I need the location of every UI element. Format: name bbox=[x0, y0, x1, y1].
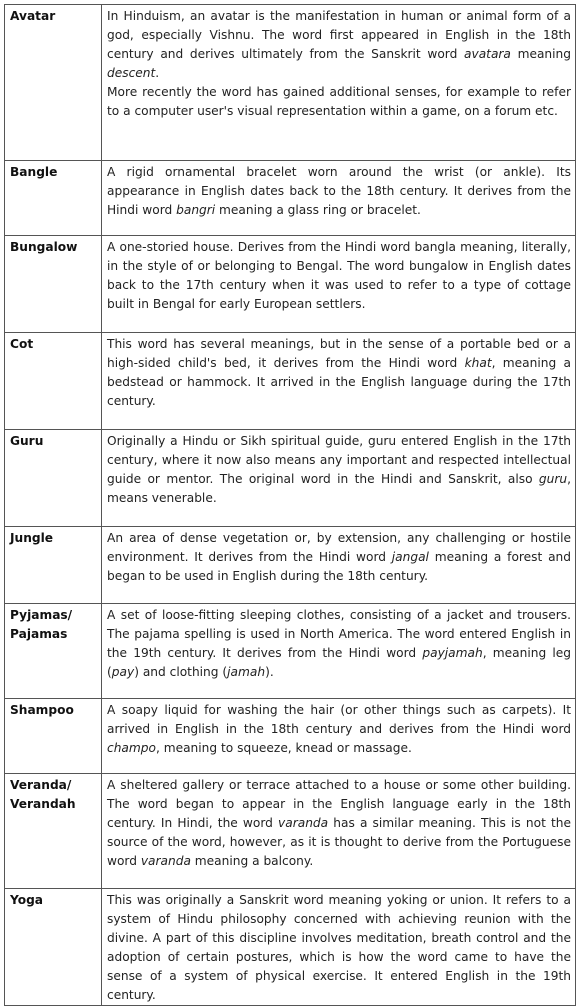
term-cell bbox=[5, 699, 102, 774]
term-cot: Cot bbox=[10, 337, 34, 351]
definition-cell bbox=[102, 699, 576, 774]
definition-text: meaning a balcony. bbox=[190, 854, 314, 868]
definition-cell bbox=[102, 161, 576, 236]
table-row bbox=[5, 5, 576, 161]
definition-text: , meaning leg ( bbox=[107, 646, 572, 679]
term-veranda: Veranda/ bbox=[10, 778, 72, 792]
table-row bbox=[5, 774, 576, 889]
italic-word: payjamah bbox=[422, 646, 483, 660]
definition-cell bbox=[102, 5, 576, 161]
definition-text: A set of loose-fitting sleeping clothes, consisting of a jacket and trousers. The pajama spelling is used in North America. The word entered English in the 19th century. It derives from the Hindi word bbox=[107, 608, 571, 660]
definition-paragraph: More recently the word has gained additional senses, for example to refer to a computer user's visual representation within a game, on a forum etc. bbox=[107, 85, 571, 118]
term-cell bbox=[5, 333, 102, 430]
italic-word: bangri bbox=[176, 203, 216, 217]
definition-text: , meaning a bedstead or hammock. It arrived in the English language during the 17th century. bbox=[107, 356, 571, 408]
definition-text: ). bbox=[265, 665, 274, 679]
italic-word: guru bbox=[538, 472, 568, 486]
definition-text: A rigid ornamental bracelet worn around the wrist (or ankle). Its appearance in English dates back to the 18th century. It derives from the Hindi word bbox=[107, 165, 571, 217]
term-cell bbox=[5, 527, 102, 604]
definition-text: This word has several meanings, but in the sense of a portable bed or a high-sided child's bed, it derives from the Hindi word bbox=[107, 337, 571, 370]
term-shampoo: Shampoo bbox=[10, 703, 74, 717]
table-row bbox=[5, 604, 576, 699]
definition-text: meaning a forest and began to be used in English during the 18th century. bbox=[107, 550, 571, 583]
term-guru: Guru bbox=[10, 434, 44, 448]
italic-word: champo bbox=[107, 741, 156, 755]
term-bangle: Bangle bbox=[10, 165, 58, 179]
definition-text: In Hinduism, an avatar is the manifestation in human or animal form of a god, especially Vishnu. The word first appeared in English in the 18th century and derives ultimately from the Sanskrit word bbox=[107, 9, 571, 61]
term-verandah: Verandah bbox=[10, 797, 76, 811]
italic-word: avatara bbox=[464, 47, 511, 61]
term-cell bbox=[5, 430, 102, 527]
definition-cell bbox=[102, 604, 576, 699]
definition-cell: This was originally a Sanskrit word meaning yoking or union. It refers to a system of Hindu philosophy concerned with achieving reunion with the divine. A part of this discipline involves meditation, breath control and the adoption of certain postures, which is how the word came to have the sense of a system of physical exercise. It entered English in the 19th century. bbox=[102, 889, 576, 1006]
table-row bbox=[5, 236, 576, 333]
definition-text: has a similar meaning. This is not the source of the word, however, as it is thought to derive from the Portuguese word bbox=[107, 816, 571, 868]
definition-text: A sheltered gallery or terrace attached to a house or some other building. The word began to appear in the English language early in the 18th century. In Hindi, the word bbox=[107, 778, 571, 830]
glossary-table bbox=[4, 4, 576, 1006]
definition-text: . bbox=[155, 66, 160, 80]
term-cell bbox=[5, 5, 102, 161]
table-row bbox=[5, 527, 576, 604]
definition-text: , meaning to squeeze, knead or massage. bbox=[155, 741, 412, 755]
term-bungalow: Bungalow bbox=[10, 240, 78, 254]
italic-word: khat bbox=[464, 356, 492, 370]
italic-word: varanda bbox=[278, 816, 329, 830]
definition-cell bbox=[102, 774, 576, 889]
definition-text: ) and clothing ( bbox=[134, 665, 228, 679]
italic-word: pay bbox=[111, 665, 135, 679]
table-row bbox=[5, 333, 576, 430]
definition-text: Originally a Hindu or Sikh spiritual guide, guru entered English in the 17th century, where it now also means any important and respected intellectual guide or mentor. The original word in the Hindi and Sanskrit, also bbox=[107, 434, 571, 486]
term-cell bbox=[5, 774, 102, 889]
definition-text: An area of dense vegetation or, by extension, any challenging or hostile environment. It derives from the Hindi word bbox=[107, 531, 571, 564]
table-row bbox=[5, 430, 576, 527]
term-cell bbox=[5, 889, 102, 1006]
term-pyjamas: Pyjamas/ bbox=[10, 608, 73, 622]
table-row bbox=[5, 699, 576, 774]
definition-text: meaning bbox=[510, 47, 571, 61]
definition-text: , means venerable. bbox=[107, 472, 571, 505]
term-avatar: Avatar bbox=[10, 9, 56, 23]
italic-word: varanda bbox=[140, 854, 191, 868]
table-row bbox=[5, 889, 576, 1006]
definition-cell bbox=[102, 430, 576, 527]
term-pajamas: Pajamas bbox=[10, 627, 68, 641]
term-cell bbox=[5, 161, 102, 236]
definition-text: A soapy liquid for washing the hair (or other things such as carpets). It arrived in English in the 18th century and derives from the Hindi word bbox=[107, 703, 571, 736]
definition-paragraph bbox=[107, 7, 571, 83]
italic-word: jamah bbox=[227, 665, 266, 679]
term-jungle: Jungle bbox=[10, 531, 54, 545]
definition-text: meaning a glass ring or bracelet. bbox=[215, 203, 421, 217]
definition-cell bbox=[102, 527, 576, 604]
table-row bbox=[5, 161, 576, 236]
definition-cell bbox=[102, 333, 576, 430]
definition-cell: A one-storied house. Derives from the Hindi word bangla meaning, literally, in the style of or belonging to Bengal. The word bungalow in English dates back to the 17th century when it was used to refer to a type of cottage built in Bengal for early European settlers. bbox=[102, 236, 576, 333]
term-cell bbox=[5, 604, 102, 699]
term-cell bbox=[5, 236, 102, 333]
term-yoga: Yoga bbox=[10, 893, 44, 907]
italic-word: descent bbox=[107, 66, 156, 80]
italic-word: jangal bbox=[391, 550, 429, 564]
